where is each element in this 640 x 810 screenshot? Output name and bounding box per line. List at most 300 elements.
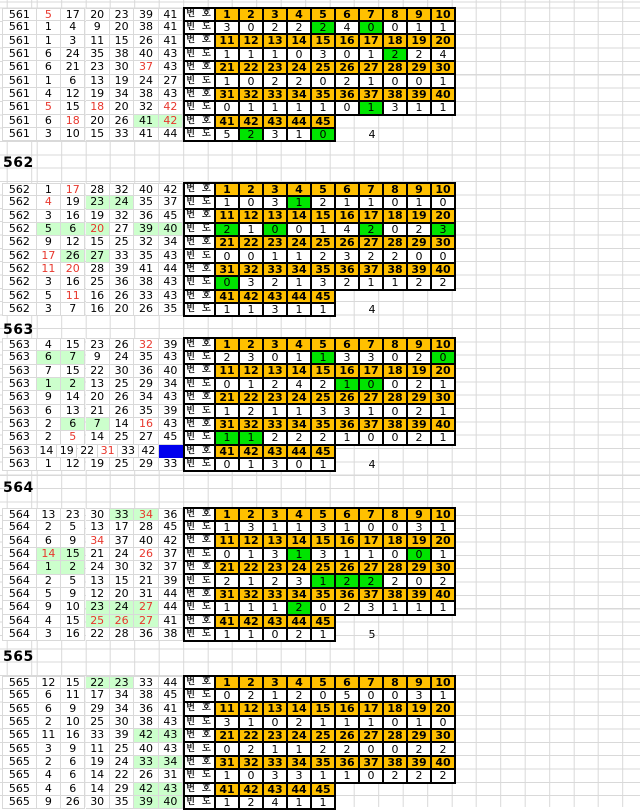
grid-header-cell[interactable]: 33 xyxy=(263,588,287,601)
grid-header-cell[interactable]: 36 xyxy=(335,756,359,769)
grid-frequency-cell[interactable]: 2 xyxy=(407,378,431,391)
lotto-number-cell[interactable]: 6 xyxy=(37,703,61,716)
grid-frequency-cell[interactable]: 0 xyxy=(215,548,239,561)
grid-header-cell[interactable]: 33 xyxy=(263,263,287,276)
grid-header-cell[interactable]: 10 xyxy=(431,338,455,351)
grid-frequency-cell[interactable]: 2 xyxy=(335,74,359,87)
grid-header-cell[interactable]: 5 xyxy=(311,508,335,521)
lotto-number-cell[interactable]: 40 xyxy=(134,48,158,61)
grid-frequency-cell[interactable]: 1 xyxy=(287,796,311,809)
grid-frequency-cell[interactable]: 1 xyxy=(215,769,239,782)
draw-number-cell[interactable]: 562 xyxy=(2,250,37,263)
grid-frequency-cell[interactable]: 1 xyxy=(359,74,383,87)
lotto-number-cell[interactable]: 41 xyxy=(134,115,158,128)
lotto-number-cell[interactable]: 6 xyxy=(61,783,85,796)
grid-frequency-cell[interactable]: 2 xyxy=(287,601,311,614)
grid-header-cell[interactable]: 36 xyxy=(335,263,359,276)
grid-frequency-cell[interactable]: 2 xyxy=(431,276,455,289)
lotto-number-cell[interactable]: 26 xyxy=(61,250,85,263)
draw-number-cell[interactable]: 562 xyxy=(2,263,37,276)
lotto-number-cell[interactable]: 19 xyxy=(110,75,134,88)
lotto-number-cell[interactable]: 43 xyxy=(159,729,183,742)
grid-frequency-cell[interactable]: 1 xyxy=(335,521,359,534)
grid-frequency-cell[interactable]: 1 xyxy=(287,303,311,316)
grid-frequency-cell[interactable]: 2 xyxy=(335,574,359,587)
lotto-number-cell[interactable]: 19 xyxy=(61,196,85,209)
lotto-number-cell[interactable]: 36 xyxy=(110,276,134,289)
grid-frequency-cell[interactable]: 2 xyxy=(407,404,431,417)
lotto-number-cell[interactable]: 25 xyxy=(86,716,110,729)
grid-header-cell[interactable]: 20 xyxy=(431,702,455,715)
grid-frequency-cell[interactable]: 2 xyxy=(239,404,263,417)
lotto-number-cell[interactable]: 30 xyxy=(86,796,110,809)
grid-header-cell[interactable]: 15 xyxy=(311,702,335,715)
grid-header-cell[interactable]: 28 xyxy=(383,61,407,74)
lotto-number-cell[interactable]: 32 xyxy=(134,101,158,114)
lotto-number-cell[interactable]: 6 xyxy=(61,756,85,769)
grid-header-cell[interactable]: 18 xyxy=(383,534,407,547)
grid-header-cell[interactable]: 33 xyxy=(263,756,287,769)
lotto-number-cell[interactable]: 32 xyxy=(110,183,134,196)
grid-header-cell[interactable]: 16 xyxy=(335,34,359,47)
grid-header-cell[interactable]: 7 xyxy=(359,676,383,689)
grid-header-cell[interactable]: 10 xyxy=(431,183,455,196)
lotto-number-cell[interactable]: 29 xyxy=(134,378,158,391)
lotto-number-cell[interactable]: 43 xyxy=(159,48,183,61)
grid-header-cell[interactable]: 33 xyxy=(263,88,287,101)
lotto-number-cell[interactable]: 6 xyxy=(37,405,61,418)
grid-frequency-cell[interactable]: 0 xyxy=(239,196,263,209)
grid-frequency-cell[interactable]: 1 xyxy=(215,74,239,87)
lotto-number-cell[interactable]: 21 xyxy=(61,61,85,74)
grid-frequency-cell[interactable]: 0 xyxy=(335,48,359,61)
grid-header-cell[interactable]: 41 xyxy=(215,115,239,128)
lotto-number-cell[interactable]: 2 xyxy=(37,756,61,769)
grid-frequency-cell[interactable]: 1 xyxy=(287,196,311,209)
lotto-number-cell[interactable]: 43 xyxy=(159,743,183,756)
grid-frequency-cell[interactable]: 1 xyxy=(407,101,431,114)
lotto-number-cell[interactable]: 37 xyxy=(110,535,134,548)
grid-header-cell[interactable]: 11 xyxy=(215,34,239,47)
grid-frequency-cell[interactable]: 1 xyxy=(311,716,335,729)
lotto-number-cell[interactable]: 9 xyxy=(61,535,85,548)
grid-frequency-cell[interactable]: 0 xyxy=(359,378,383,391)
grid-frequency-cell[interactable]: 2 xyxy=(383,574,407,587)
grid-header-cell[interactable]: 22 xyxy=(239,729,263,742)
grid-header-cell[interactable]: 24 xyxy=(287,561,311,574)
grid-header-cell[interactable]: 14 xyxy=(287,209,311,222)
lotto-number-cell[interactable]: 4 xyxy=(37,783,61,796)
lotto-number-cell[interactable]: 27 xyxy=(159,75,183,88)
draw-number-cell[interactable]: 563 xyxy=(2,458,37,471)
lotto-number-cell[interactable]: 29 xyxy=(110,783,134,796)
draw-number-cell[interactable]: 561 xyxy=(2,35,37,48)
lotto-number-cell[interactable]: 6 xyxy=(37,689,61,702)
grid-frequency-cell[interactable]: 1 xyxy=(407,601,431,614)
lotto-number-cell[interactable]: 14 xyxy=(86,783,110,796)
grid-frequency-cell[interactable]: 1 xyxy=(215,601,239,614)
lotto-number-cell[interactable]: 5 xyxy=(61,575,85,588)
grid-header-cell[interactable]: 37 xyxy=(359,263,383,276)
grid-header-cell[interactable]: 25 xyxy=(311,236,335,249)
lotto-number-cell[interactable]: 21 xyxy=(86,405,110,418)
grid-frequency-cell[interactable]: 1 xyxy=(215,196,239,209)
grid-frequency-cell[interactable]: 3 xyxy=(215,716,239,729)
grid-header-cell[interactable]: 10 xyxy=(431,676,455,689)
grid-header-cell[interactable]: 16 xyxy=(335,534,359,547)
lotto-number-cell[interactable]: 13 xyxy=(86,575,110,588)
grid-header-cell[interactable]: 14 xyxy=(287,534,311,547)
grid-frequency-cell[interactable]: 0 xyxy=(383,431,407,444)
grid-header-cell[interactable]: 6 xyxy=(335,8,359,21)
draw-number-cell[interactable]: 563 xyxy=(2,431,37,444)
grid-header-cell[interactable]: 29 xyxy=(407,729,431,742)
grid-header-cell[interactable]: 44 xyxy=(287,615,311,628)
grid-frequency-cell[interactable]: 2 xyxy=(335,601,359,614)
grid-frequency-cell[interactable]: 0 xyxy=(215,378,239,391)
lotto-number-cell[interactable]: 41 xyxy=(159,615,183,628)
grid-header-cell[interactable]: 26 xyxy=(335,236,359,249)
lotto-number-cell[interactable]: 15 xyxy=(61,101,85,114)
grid-header-cell[interactable]: 28 xyxy=(383,236,407,249)
lotto-number-cell[interactable]: 9 xyxy=(61,703,85,716)
grid-frequency-cell[interactable]: 1 xyxy=(431,101,455,114)
grid-frequency-cell[interactable]: 3 xyxy=(431,223,455,236)
grid-header-cell[interactable]: 7 xyxy=(359,183,383,196)
grid-frequency-cell[interactable]: 0 xyxy=(287,458,311,471)
lotto-number-cell[interactable]: 23 xyxy=(110,676,134,689)
draw-number-cell[interactable]: 563 xyxy=(2,378,37,391)
grid-frequency-cell[interactable]: 0 xyxy=(311,128,335,141)
grid-header-cell[interactable]: 9 xyxy=(407,508,431,521)
grid-frequency-cell[interactable]: 1 xyxy=(335,716,359,729)
grid-frequency-cell[interactable]: 0 xyxy=(263,628,287,641)
lotto-number-cell[interactable]: 5 xyxy=(37,101,61,114)
grid-header-cell[interactable]: 5 xyxy=(311,338,335,351)
grid-header-cell[interactable]: 4 xyxy=(287,676,311,689)
grid-header-cell[interactable]: 44 xyxy=(287,290,311,303)
grid-header-cell[interactable]: 43 xyxy=(263,290,287,303)
grid-header-cell[interactable]: 14 xyxy=(287,702,311,715)
draw-number-cell[interactable]: 565 xyxy=(2,716,37,729)
grid-header-cell[interactable]: 2 xyxy=(239,183,263,196)
grid-header-cell[interactable]: 38 xyxy=(383,418,407,431)
grid-header-cell[interactable]: 45 xyxy=(311,783,335,796)
draw-number-cell[interactable]: 563 xyxy=(2,445,37,458)
grid-header-cell[interactable]: 1 xyxy=(215,8,239,21)
lotto-number-cell[interactable]: 25 xyxy=(86,615,110,628)
grid-frequency-cell[interactable]: 0 xyxy=(383,223,407,236)
grid-header-cell[interactable]: 8 xyxy=(383,338,407,351)
lotto-number-cell[interactable]: 33 xyxy=(134,676,158,689)
grid-header-cell[interactable]: 38 xyxy=(383,756,407,769)
lotto-number-cell[interactable]: 15 xyxy=(61,338,85,351)
grid-header-cell[interactable]: 23 xyxy=(263,236,287,249)
lotto-number-cell[interactable]: 2 xyxy=(37,431,61,444)
grid-frequency-cell[interactable]: 2 xyxy=(431,769,455,782)
grid-header-cell[interactable]: 5 xyxy=(311,8,335,21)
lotto-number-cell[interactable]: 31 xyxy=(134,588,158,601)
lotto-number-cell[interactable]: 38 xyxy=(110,48,134,61)
lotto-number-cell[interactable]: 24 xyxy=(110,351,134,364)
grid-header-cell[interactable]: 32 xyxy=(239,88,263,101)
grid-header-cell[interactable]: 11 xyxy=(215,209,239,222)
grid-frequency-cell[interactable]: 2 xyxy=(287,431,311,444)
lotto-number-cell[interactable]: 1 xyxy=(37,21,61,34)
grid-header-cell[interactable]: 22 xyxy=(239,391,263,404)
grid-frequency-cell[interactable]: 1 xyxy=(407,196,431,209)
grid-frequency-cell[interactable]: 1 xyxy=(239,548,263,561)
grid-header-cell[interactable]: 31 xyxy=(215,263,239,276)
grid-header-cell[interactable]: 15 xyxy=(311,364,335,377)
grid-header-cell[interactable]: 24 xyxy=(287,729,311,742)
lotto-number-cell[interactable]: 31 xyxy=(159,769,183,782)
grid-frequency-cell[interactable]: 1 xyxy=(431,378,455,391)
lotto-number-cell[interactable]: 45 xyxy=(159,689,183,702)
grid-frequency-cell[interactable]: 2 xyxy=(311,249,335,262)
lotto-number-cell[interactable]: 6 xyxy=(61,769,85,782)
lotto-number-cell[interactable]: 38 xyxy=(134,716,158,729)
lotto-number-cell[interactable]: 35 xyxy=(86,48,110,61)
lotto-number-cell[interactable]: 34 xyxy=(159,378,183,391)
lotto-number-cell[interactable]: 26 xyxy=(61,796,85,809)
lotto-number-cell[interactable]: 21 xyxy=(86,548,110,561)
grid-frequency-cell[interactable]: 1 xyxy=(431,404,455,417)
lotto-number-cell[interactable]: 2 xyxy=(37,418,61,431)
grid-header-cell[interactable]: 17 xyxy=(359,34,383,47)
grid-header-cell[interactable]: 20 xyxy=(431,534,455,547)
grid-header-cell[interactable]: 39 xyxy=(407,263,431,276)
grid-header-cell[interactable]: 7 xyxy=(359,508,383,521)
grid-frequency-cell[interactable]: 0 xyxy=(383,74,407,87)
section-label-564[interactable]: 564 xyxy=(3,481,63,496)
grid-frequency-cell[interactable]: 4 xyxy=(335,223,359,236)
lotto-number-cell[interactable]: 5 xyxy=(37,290,61,303)
lotto-number-cell[interactable]: 32 xyxy=(110,210,134,223)
grid-frequency-cell[interactable]: 1 xyxy=(287,742,311,755)
grid-frequency-cell[interactable]: 2 xyxy=(215,351,239,364)
lotto-number-cell[interactable]: 3 xyxy=(37,628,61,641)
lotto-number-cell[interactable]: 6 xyxy=(37,48,61,61)
lotto-number-cell[interactable]: 6 xyxy=(61,223,85,236)
grid-frequency-cell[interactable]: 3 xyxy=(263,548,287,561)
grid-frequency-cell[interactable]: 1 xyxy=(287,249,311,262)
grid-header-cell[interactable]: 32 xyxy=(239,756,263,769)
grid-frequency-cell[interactable]: 1 xyxy=(263,601,287,614)
lotto-number-cell[interactable]: 7 xyxy=(61,351,85,364)
grid-frequency-cell[interactable]: 2 xyxy=(407,431,431,444)
grid-frequency-cell[interactable]: 1 xyxy=(311,101,335,114)
lotto-number-cell[interactable]: 2 xyxy=(37,521,61,534)
grid-frequency-cell[interactable]: 0 xyxy=(359,431,383,444)
grid-frequency-cell[interactable]: 4 xyxy=(287,378,311,391)
grid-frequency-cell[interactable]: 3 xyxy=(311,404,335,417)
lotto-number-cell[interactable]: 42 xyxy=(159,535,183,548)
lotto-number-cell[interactable]: 27 xyxy=(134,431,158,444)
grid-header-cell[interactable]: 27 xyxy=(359,729,383,742)
grid-header-cell[interactable]: 1 xyxy=(215,183,239,196)
grid-frequency-cell[interactable]: 1 xyxy=(431,21,455,34)
grid-header-cell[interactable]: 20 xyxy=(431,364,455,377)
grid-header-cell[interactable]: 27 xyxy=(359,236,383,249)
grid-header-cell[interactable]: 1 xyxy=(215,338,239,351)
grid-header-cell[interactable]: 17 xyxy=(359,534,383,547)
lotto-number-cell[interactable]: 38 xyxy=(134,88,158,101)
grid-frequency-cell[interactable]: 0 xyxy=(383,196,407,209)
grid-header-cell[interactable]: 32 xyxy=(239,418,263,431)
grid-header-cell[interactable]: 40 xyxy=(431,756,455,769)
lotto-number-cell[interactable]: 11 xyxy=(61,290,85,303)
grid-frequency-cell[interactable]: 1 xyxy=(431,601,455,614)
lotto-number-cell[interactable]: 43 xyxy=(159,418,183,431)
draw-number-cell[interactable]: 564 xyxy=(2,628,37,641)
grid-frequency-cell[interactable]: 3 xyxy=(239,521,263,534)
grid-header-cell[interactable]: 30 xyxy=(431,391,455,404)
grid-frequency-cell[interactable]: 1 xyxy=(239,716,263,729)
grid-frequency-cell[interactable]: 0 xyxy=(311,601,335,614)
lotto-number-cell[interactable]: 11 xyxy=(61,689,85,702)
grid-frequency-cell[interactable]: 1 xyxy=(263,249,287,262)
lotto-number-cell[interactable]: 12 xyxy=(61,458,85,471)
lotto-number-cell[interactable]: 40 xyxy=(159,365,183,378)
grid-header-cell[interactable]: 9 xyxy=(407,338,431,351)
grid-header-cell[interactable]: 21 xyxy=(215,729,239,742)
grid-header-cell[interactable]: 35 xyxy=(311,588,335,601)
lotto-number-cell[interactable]: 40 xyxy=(134,535,158,548)
grid-frequency-cell[interactable]: 3 xyxy=(383,101,407,114)
draw-number-cell[interactable]: 562 xyxy=(2,183,37,196)
grid-frequency-cell[interactable]: 1 xyxy=(359,548,383,561)
lotto-number-cell[interactable]: 39 xyxy=(159,338,183,351)
grid-header-cell[interactable]: 29 xyxy=(407,236,431,249)
grid-frequency-cell[interactable]: 0 xyxy=(215,689,239,702)
grid-frequency-cell[interactable]: 0 xyxy=(239,74,263,87)
grid-header-cell[interactable]: 28 xyxy=(383,729,407,742)
lotto-number-cell[interactable]: 40 xyxy=(134,183,158,196)
grid-header-cell[interactable]: 25 xyxy=(311,61,335,74)
grid-frequency-cell[interactable]: 1 xyxy=(287,521,311,534)
grid-header-cell[interactable]: 1 xyxy=(215,508,239,521)
grid-header-cell[interactable]: 27 xyxy=(359,61,383,74)
lotto-number-cell[interactable]: 34 xyxy=(86,535,110,548)
grid-header-cell[interactable]: 28 xyxy=(383,391,407,404)
grid-header-cell[interactable]: 13 xyxy=(263,702,287,715)
grid-frequency-cell[interactable]: 3 xyxy=(263,303,287,316)
grid-frequency-cell[interactable]: 0 xyxy=(335,101,359,114)
grid-frequency-cell[interactable]: 1 xyxy=(287,404,311,417)
grid-frequency-cell[interactable]: 3 xyxy=(239,276,263,289)
lotto-number-cell[interactable]: 5 xyxy=(37,223,61,236)
grid-frequency-cell[interactable]: 3 xyxy=(407,689,431,702)
lotto-number-cell[interactable]: 10 xyxy=(61,601,85,614)
lotto-number-cell[interactable]: 23 xyxy=(86,196,110,209)
grid-header-cell[interactable]: 36 xyxy=(335,88,359,101)
grid-frequency-cell[interactable]: 1 xyxy=(335,196,359,209)
lotto-number-cell[interactable]: 27 xyxy=(86,250,110,263)
grid-header-cell[interactable]: 31 xyxy=(215,418,239,431)
grid-frequency-cell[interactable]: 2 xyxy=(335,276,359,289)
grid-header-cell[interactable]: 3 xyxy=(263,183,287,196)
grid-frequency-cell[interactable]: 3 xyxy=(215,21,239,34)
grid-header-cell[interactable]: 39 xyxy=(407,756,431,769)
grid-frequency-cell[interactable]: 3 xyxy=(263,196,287,209)
lotto-number-cell[interactable]: 42 xyxy=(139,445,159,458)
grid-frequency-cell[interactable]: 0 xyxy=(383,404,407,417)
lotto-number-cell[interactable]: 25 xyxy=(110,743,134,756)
lotto-number-cell[interactable]: 9 xyxy=(86,21,110,34)
grid-frequency-cell[interactable]: 2 xyxy=(287,628,311,641)
lotto-number-cell[interactable]: 4 xyxy=(37,88,61,101)
grid-frequency-cell[interactable]: 1 xyxy=(215,404,239,417)
grid-frequency-cell[interactable]: 1 xyxy=(431,74,455,87)
lotto-number-cell[interactable]: 14 xyxy=(61,391,85,404)
grid-header-cell[interactable]: 21 xyxy=(215,236,239,249)
grid-frequency-cell[interactable]: 0 xyxy=(383,378,407,391)
lotto-number-cell[interactable]: 2 xyxy=(61,378,85,391)
lotto-number-cell[interactable]: 39 xyxy=(159,405,183,418)
grid-frequency-cell[interactable]: 2 xyxy=(407,48,431,61)
grid-frequency-cell[interactable]: 2 xyxy=(383,769,407,782)
grid-frequency-cell[interactable]: 2 xyxy=(359,249,383,262)
grid-header-cell[interactable]: 36 xyxy=(335,418,359,431)
grid-header-cell[interactable]: 37 xyxy=(359,418,383,431)
grid-header-cell[interactable]: 40 xyxy=(431,418,455,431)
grid-header-cell[interactable]: 23 xyxy=(263,61,287,74)
grid-header-cell[interactable]: 14 xyxy=(287,34,311,47)
lotto-number-cell[interactable]: 34 xyxy=(159,756,183,769)
lotto-number-cell[interactable]: 19 xyxy=(86,210,110,223)
lotto-number-cell[interactable]: 20 xyxy=(86,115,110,128)
grid-frequency-cell[interactable]: 2 xyxy=(311,378,335,391)
grid-header-cell[interactable]: 18 xyxy=(383,209,407,222)
lotto-number-cell[interactable]: 1 xyxy=(37,75,61,88)
lotto-number-cell[interactable]: 33 xyxy=(86,729,110,742)
lotto-number-cell[interactable]: 13 xyxy=(86,378,110,391)
grid-frequency-cell[interactable]: 3 xyxy=(359,351,383,364)
grid-frequency-cell[interactable]: 2 xyxy=(407,769,431,782)
section-total[interactable]: 4 xyxy=(360,458,384,471)
grid-frequency-cell[interactable]: 2 xyxy=(407,276,431,289)
lotto-number-cell[interactable]: 44 xyxy=(159,128,183,141)
lotto-number-cell[interactable]: 44 xyxy=(159,601,183,614)
lotto-number-cell[interactable]: 45 xyxy=(159,521,183,534)
grid-header-cell[interactable]: 12 xyxy=(239,364,263,377)
grid-frequency-cell[interactable]: 3 xyxy=(287,574,311,587)
lotto-number-cell[interactable]: 26 xyxy=(134,35,158,48)
grid-header-cell[interactable]: 25 xyxy=(311,729,335,742)
lotto-number-cell[interactable]: 39 xyxy=(134,223,158,236)
grid-header-cell[interactable]: 44 xyxy=(287,115,311,128)
lotto-number-cell[interactable]: 20 xyxy=(61,263,85,276)
grid-header-cell[interactable]: 31 xyxy=(215,588,239,601)
grid-frequency-cell[interactable]: 0 xyxy=(431,196,455,209)
section-total[interactable]: 4 xyxy=(360,303,384,316)
lotto-number-cell[interactable]: 6 xyxy=(37,535,61,548)
lotto-number-cell[interactable]: 28 xyxy=(86,263,110,276)
grid-header-cell[interactable]: 38 xyxy=(383,88,407,101)
grid-frequency-cell[interactable]: 1 xyxy=(215,628,239,641)
grid-header-cell[interactable]: 22 xyxy=(239,236,263,249)
grid-header-cell[interactable]: 30 xyxy=(431,729,455,742)
lotto-number-cell[interactable]: 14 xyxy=(37,548,61,561)
lotto-number-cell[interactable]: 29 xyxy=(134,458,158,471)
grid-frequency-cell[interactable]: 0 xyxy=(431,351,455,364)
lotto-number-cell[interactable]: 33 xyxy=(110,508,134,521)
grid-frequency-cell[interactable]: 2 xyxy=(239,689,263,702)
draw-number-cell[interactable]: 565 xyxy=(2,783,37,796)
lotto-number-cell[interactable]: 20 xyxy=(110,303,134,316)
grid-header-cell[interactable]: 30 xyxy=(431,561,455,574)
